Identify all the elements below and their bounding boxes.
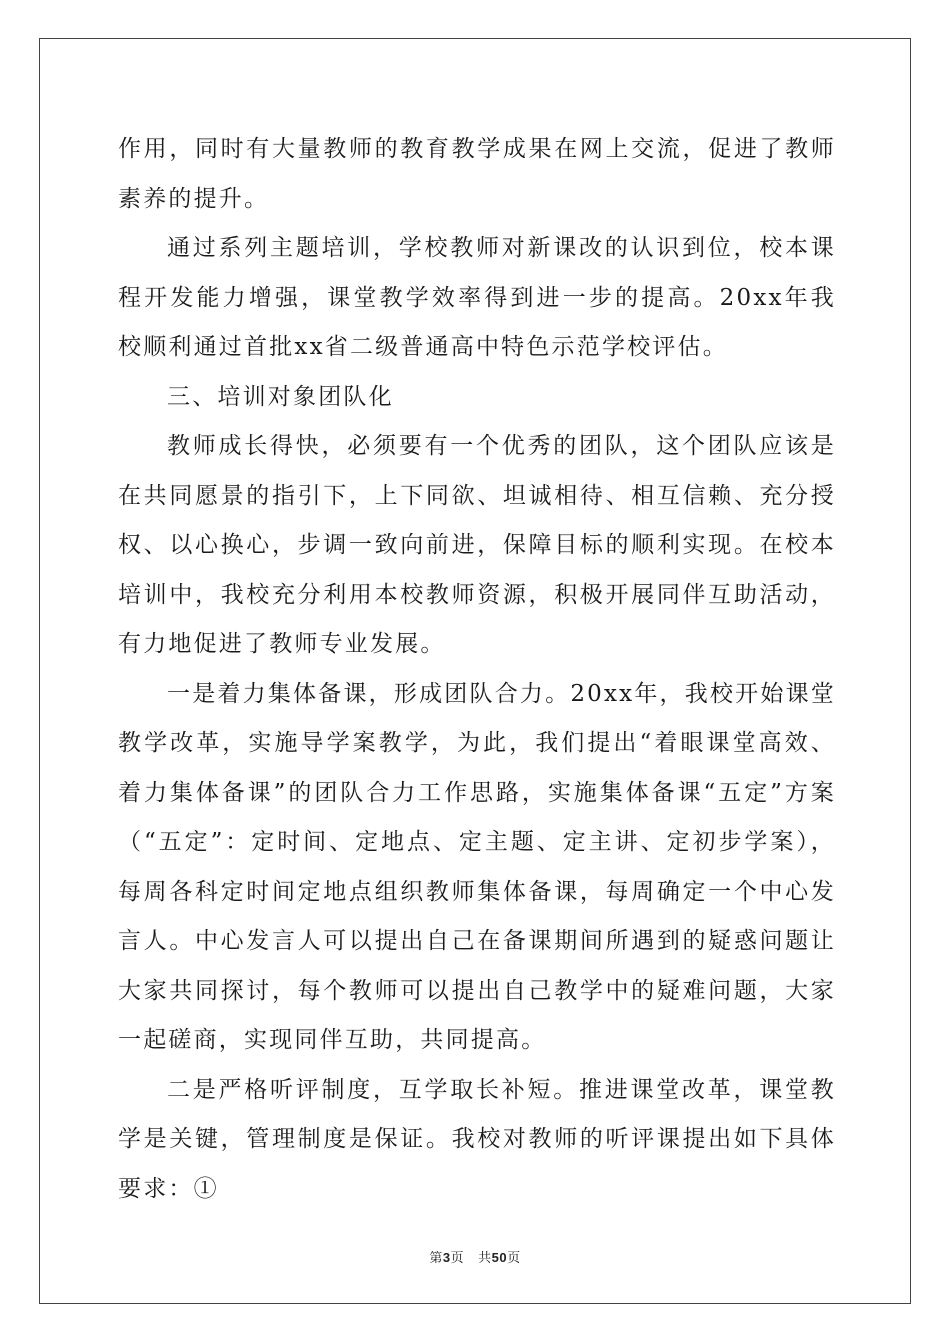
total-prefix: 共: [478, 1251, 492, 1266]
section-heading: 三、培训对象团队化: [167, 383, 394, 410]
page-footer: [0, 1247, 950, 1266]
paragraph: 作用，同时有大量教师的教育教学成果在网上交流，促进了教师素养的提升。: [118, 136, 836, 212]
page-total: 50: [491, 1250, 508, 1265]
document-body: [118, 125, 836, 1214]
page-unit: 页: [450, 1251, 465, 1266]
paragraph: 一是着力集体备课，形成团队合力。20xx年，我校开始课堂教学改革，实施导学案教学，为此，我们提出“着眼课堂高效、着力集体备课”的团队合力工作思路，实施集体备课“五定”方案（“五定”：定时间、定地点、定主题、定主讲、定初步学案），每周各科定时间定地点组织教师集体备课，每周确定一个中心发言人。中心发言人可以提出自己在备课期间所遇到的疑惑问题让大家共同探讨，每个教师可以提出自己教学中的疑难问题，大家一起磋商，实现同伴互助，共同提高。: [118, 680, 836, 1053]
paragraph: 二是严格听评制度，互学取长补短。推进课堂改革，课堂教学是关键，管理制度是保证。我校对教师的听评课提出如下具体要求：①: [118, 1076, 836, 1202]
page-number: 3: [442, 1250, 451, 1265]
page-prefix: 第: [429, 1251, 443, 1266]
paragraph: 通过系列主题培训，学校教师对新课改的认识到位，校本课程开发能力增强，课堂教学效率得到进一步的提高。20xx年我校顺利通过首批xx省二级普通高中特色示范学校评估。: [118, 235, 836, 360]
paragraph: 教师成长得快，必须要有一个优秀的团队，这个团队应该是在共同愿景的指引下，上下同欲、坦诚相待、相互信赖、充分授权、以心换心，步调一致向前进，保障目标的顺利实现。在校本培训中，我校充分利用本校教师资源，积极开展同伴互助活动，有力地促进了教师专业发展。: [118, 433, 836, 657]
total-unit: 页: [507, 1251, 521, 1266]
